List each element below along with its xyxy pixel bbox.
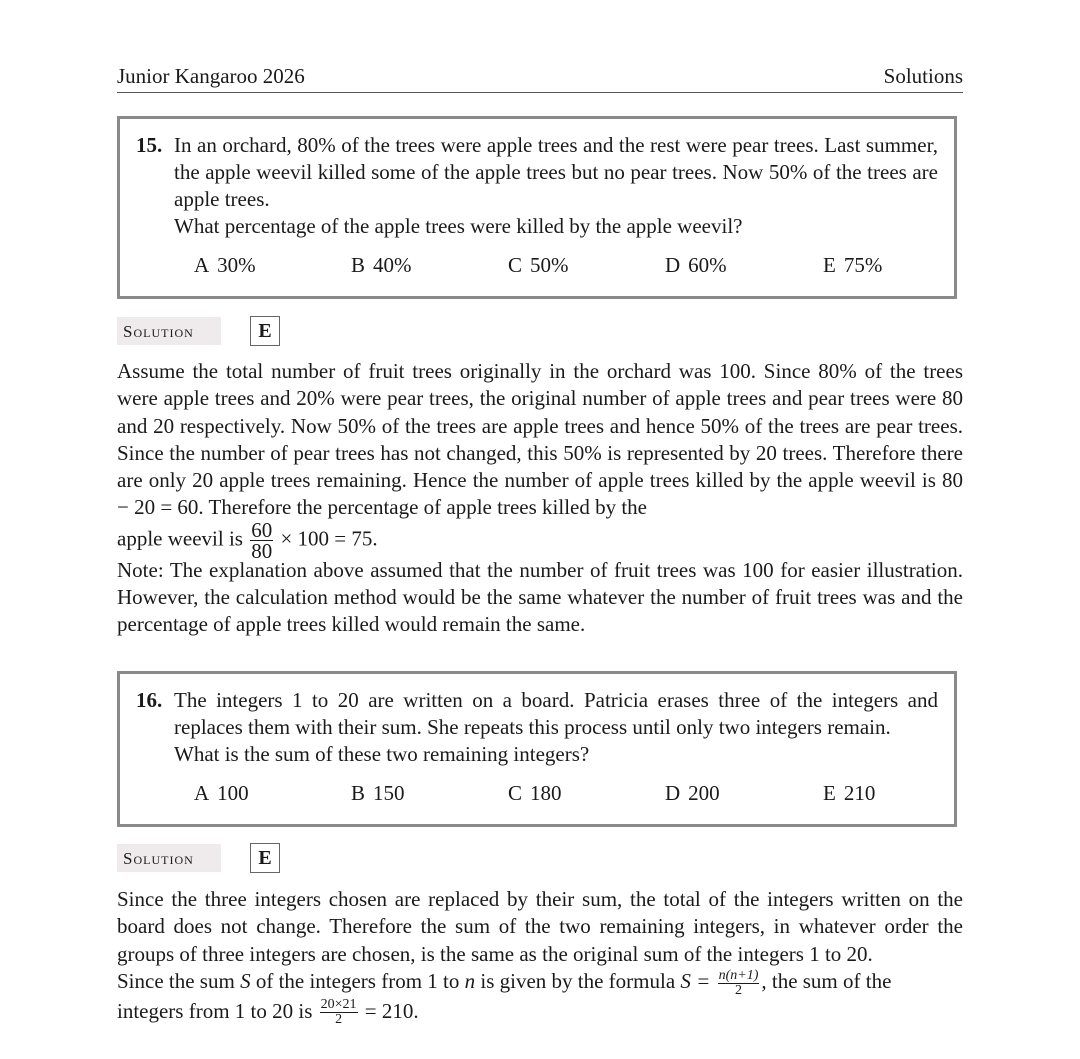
solution-final-line: integers from 1 to 20 is $\frac{20\times 21}{2}$ = 210. — [117, 997, 419, 1028]
fraction-20x21: $\frac{20\times 21}{2}$ — [320, 997, 357, 1028]
option-c: C 180 — [508, 781, 562, 805]
question-number: 15. — [136, 133, 163, 157]
solution-label: Solution — [117, 317, 221, 345]
question-ask: What is the sum of these two remaining integers? — [174, 742, 590, 766]
solution-formula-line: Since the sum S of the integers from 1 to n is given by the formula S = $\frac{n(n+1)}{2}$ , the sum of the — [117, 967, 892, 998]
question-15-box — [117, 116, 957, 299]
solution-final-line: apple weevil is $\frac{60}{80}$ × 100 = 75. — [117, 517, 378, 563]
page-header — [117, 64, 963, 93]
question-16-box — [117, 671, 957, 827]
header-section: Solutions — [883, 64, 963, 88]
solution-label: Solution — [117, 844, 221, 872]
fraction-60-80: $\frac{60}{80}$ — [251, 517, 273, 563]
question-stem: The integers 1 to 20 are written on a board. Patricia erases three of the integers and replaces them with their sum. She repeats this process until only two integers remain. — [174, 688, 938, 739]
solution-note: Note: The explanation above assumed that the number of fruit trees was 100 for easier illustration. However, the calculation method would be the same whatever the number of fruit trees was and the percentage of apple trees killed would remain the same. — [117, 557, 963, 637]
solution-15-text — [117, 358, 963, 639]
answer-options — [194, 780, 934, 807]
solution-paragraph: Assume the total number of fruit trees originally in the orchard was 100. Since 80% of the trees were apple trees and 20% were pear trees, the original number of apple trees and pear trees were 80 and 20 respectively. Now 50% of the trees are apple trees and hence 50% of the trees are pear trees. Since the number of pear trees has not changed, this 50% is represented by 20 trees. Therefore there are only 20 apple trees remaining. Hence the number of apple trees killed by the apple weevil is 80 − 20 = 60. Therefore the percentage of apple trees killed by the — [117, 359, 963, 520]
option-a: A 30% — [194, 253, 256, 277]
question-number: 16. — [136, 688, 163, 712]
option-d: D 60% — [665, 253, 727, 277]
option-b: B 150 — [351, 781, 405, 805]
solution-answer-box: E — [250, 316, 280, 346]
question-stem: In an orchard, 80% of the trees were apple trees and the rest were pear trees. Last summer, the apple weevil killed some of the apple trees but no pear trees. Now 50% of the trees are apple trees. — [174, 133, 938, 211]
option-e: E 75% — [823, 253, 883, 277]
question-text — [174, 687, 938, 768]
header-title: Junior Kangaroo 2026 — [117, 64, 305, 88]
option-c: C 50% — [508, 253, 569, 277]
option-b: B 40% — [351, 253, 412, 277]
solution-16-text — [117, 886, 963, 1027]
option-e: E 210 — [823, 781, 876, 805]
option-d: D 200 — [665, 781, 720, 805]
option-a: A 100 — [194, 781, 249, 805]
question-ask: What percentage of the apple trees were killed by the apple weevil? — [174, 214, 743, 238]
question-text — [174, 132, 938, 240]
solution-answer-box: E — [250, 843, 280, 873]
fraction-formula: $\frac{n(n+1)}{2}$ — [718, 967, 759, 998]
answer-options — [194, 252, 934, 279]
solution-paragraph: Since the three integers chosen are replaced by their sum, the total of the integers written on the board does not change. Therefore the sum of the two remaining integers, in whatever order the groups of three integers are chosen, is the same as the original sum of the integers 1 to 20. — [117, 887, 963, 966]
